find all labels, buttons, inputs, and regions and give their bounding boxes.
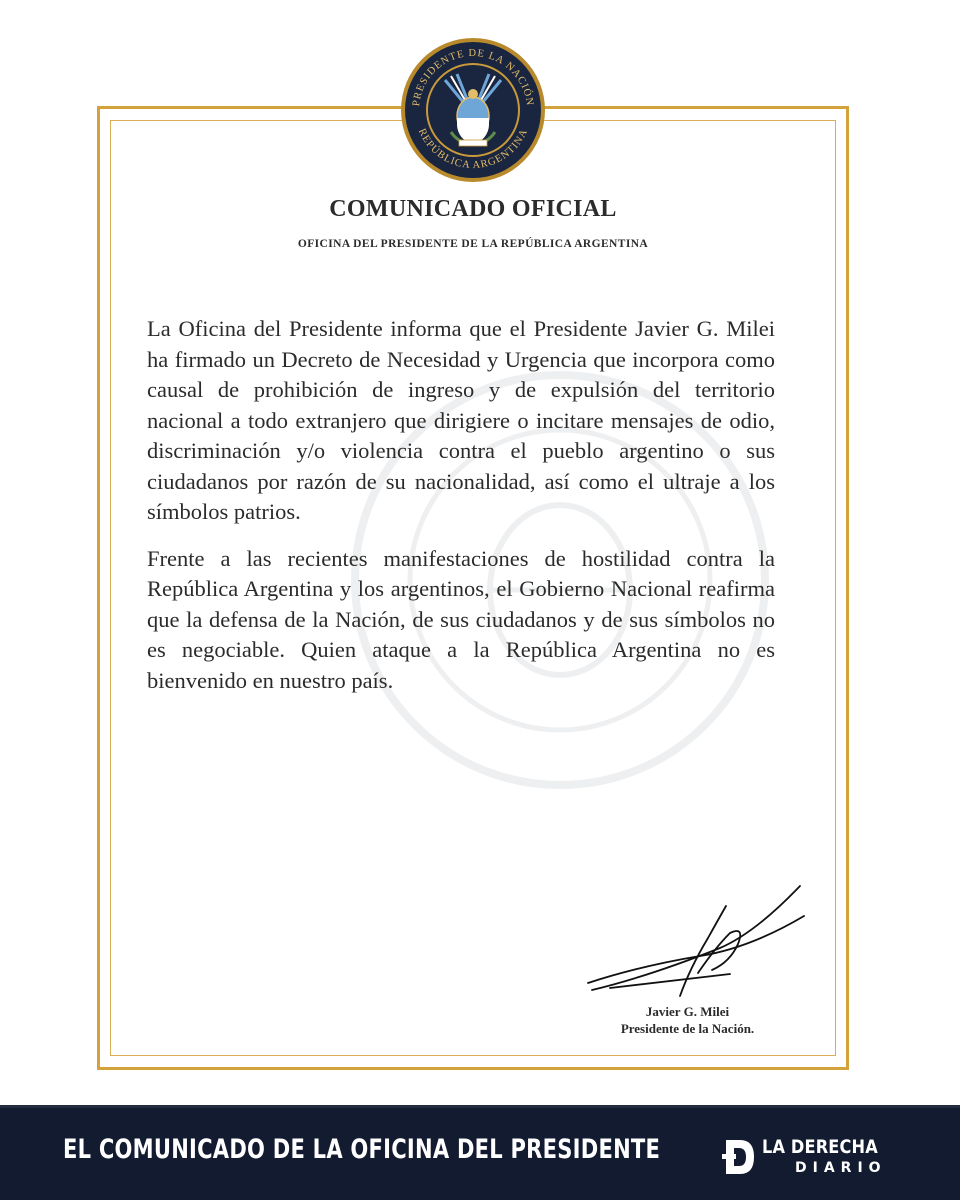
document-body	[147, 314, 775, 712]
brand-name-bottom: DIARIO	[795, 1160, 887, 1176]
footer-caption: EL COMUNICADO DE LA OFICINA DEL PRESIDENTE	[63, 1134, 661, 1165]
document-subtitle: OFICINA DEL PRESIDENTE DE LA REPÚBLICA ARGENTINA	[297, 238, 649, 250]
presidential-seal	[399, 36, 547, 184]
signature	[580, 878, 810, 1008]
seal-bottom-text: REPÚBLICA ARGENTINA	[415, 127, 531, 172]
brand-name-top: LA DERECHA	[762, 1136, 878, 1158]
brand-logo-icon	[722, 1136, 758, 1178]
body-paragraph: Frente a las recientes manifestaciones de hostilidad contra la República Argentina y los argentinos, el Gobierno Nacional reafirma que la defensa de la Nación, de sus ciudadanos y de sus símbolos no es negociable. Quien ataque a la República Argentina no es bienvenido en nuestro país.	[147, 545, 775, 693]
signer-name: Javier G. Milei	[645, 1004, 730, 1019]
signer-role: Presidente de la Nación.	[620, 1021, 755, 1036]
body-paragraph: La Oficina del Presidente informa que el Presidente Javier G. Milei ha firmado un Decreto de Necesidad y Urgencia que incorpora como causal de prohibición de ingreso y de expulsión del territorio nacional a todo extranjero que dirigiere o incitare mensajes de odio, discriminación y/o violencia contra el pueblo argentino o sus ciudadanos por razón de su nacionalidad, así como el ultraje a los símbolos patrios.	[147, 316, 775, 524]
document-title: COMUNICADO OFICIAL	[329, 196, 617, 222]
seal-top-text: PRESIDENTE DE LA NACIÓN	[411, 47, 535, 107]
footer-divider	[0, 1105, 960, 1108]
